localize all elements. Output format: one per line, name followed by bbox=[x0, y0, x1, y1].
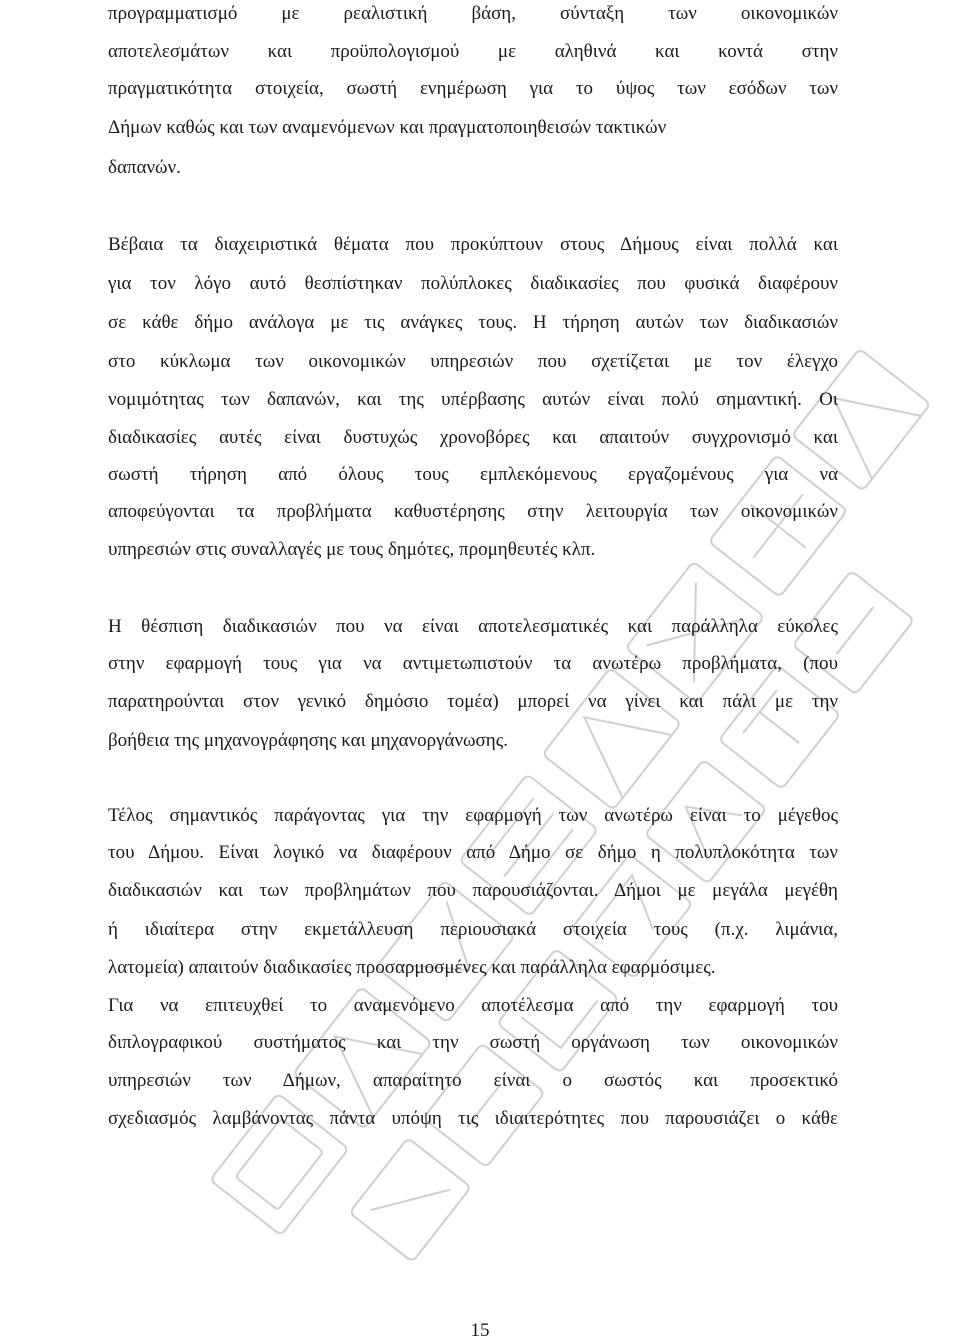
text-line-7: για τον λόγο αυτό θεσπίστηκαν πολύπλοκες διαδικασίες που φυσικά διαφέρουν bbox=[108, 273, 838, 294]
text-line-1: προγραμματισμό με ρεαλιστική βάση, σύνταξη των οικονομικών bbox=[108, 3, 838, 24]
text-line-2: αποτελεσμάτων και προϋπολογισμού με αληθινά και κοντά στην bbox=[108, 41, 838, 62]
text-line-21: διαδικασιών και των προβλημάτων που παρουσιάζονται. Δήμοι με μεγάλα μεγέθη bbox=[108, 880, 838, 901]
text-line-9: στο κύκλωμα των οικονομικών υπηρεσιών που σχετίζεται με τον έλεγχο bbox=[108, 351, 838, 372]
text-line-8: σε κάθε δήμο ανάλογα με τις ανάγκες τους. Η τήρηση αυτών των διαδικασιών bbox=[108, 312, 838, 333]
text-line-10: νομιμότητας των δαπανών, και της υπέρβασης αυτών είναι πολύ σημαντική. Οι bbox=[108, 389, 838, 410]
text-line-24: Για να επιτευχθεί το αναμενόμενο αποτέλεσμα από την εφαρμογή του bbox=[108, 995, 838, 1016]
text-line-4: Δήμων καθώς και των αναμενόμενων και πραγματοποιηθεισών τακτικών bbox=[108, 117, 667, 138]
text-line-12: σωστή τήρηση από όλους τους εμπλεκόμενους εργαζομένους για να bbox=[108, 464, 838, 485]
text-line-18: βοήθεια της μηχανογράφησης και μηχανοργάνωσης. bbox=[108, 730, 509, 751]
page-number: 15 bbox=[470, 1320, 490, 1341]
text-line-26: υπηρεσιών των Δήμων, απαραίτητο είναι ο σωστός και προσεκτικό bbox=[108, 1070, 838, 1091]
text-line-20: του Δήμου. Είναι λογικό να διαφέρουν από Δήμο σε δήμο η πολυπλοκότητα των bbox=[108, 842, 838, 863]
text-line-16: στην εφαρμογή τους για να αντιμετωπιστούν τα ανωτέρω προβλήματα, (που bbox=[108, 653, 838, 674]
text-line-25: διπλογραφικού συστήματος και την σωστή οργάνωση των οικονομικών bbox=[108, 1032, 838, 1053]
text-line-3: πραγματικότητα στοιχεία, σωστή ενημέρωση για το ύψος των εσόδων των bbox=[108, 78, 838, 99]
text-line-11: διαδικασίες αυτές είναι δυστυχώς χρονοβόρες και απαιτούν συγχρονισμό και bbox=[108, 427, 838, 448]
text-line-19: Τέλος σημαντικός παράγοντας για την εφαρμογή των ανωτέρω είναι το μέγεθος bbox=[108, 805, 838, 826]
text-line-6: Βέβαια τα διαχειριστικά θέματα που προκύπτουν στους Δήμους είναι πολλά και bbox=[108, 234, 838, 255]
text-line-5: δαπανών. bbox=[108, 157, 181, 178]
text-line-15: Η θέσπιση διαδικασιών που να είναι αποτελεσματικές και παράλληλα εύκολες bbox=[108, 616, 838, 637]
text-line-27: σχεδιασμός λαμβάνοντας πάντα υπόψη τις ιδιαιτερότητες που παρουσιάζει ο κάθε bbox=[108, 1108, 838, 1129]
text-line-23: λατομεία) απαιτούν διαδικασίες προσαρμοσμένες και παράλληλα εφαρμόσιμες. bbox=[108, 957, 716, 978]
text-line-17: παρατηρούνται στον γενικό δημόσιο τομέα) μπορεί να γίνει και πάλι με την bbox=[108, 691, 838, 712]
text-line-14: υπηρεσιών στις συναλλαγές με τους δημότες, προμηθευτές κλπ. bbox=[108, 539, 596, 560]
text-line-22: ή ιδιαίτερα στην εκμετάλλευση περιουσιακά στοιχεία τους (π.χ. λιμάνια, bbox=[108, 919, 838, 940]
text-line-13: αποφεύγονται τα προβλήματα καθυστέρησης στην λειτουργία των οικονομικών bbox=[108, 501, 838, 522]
